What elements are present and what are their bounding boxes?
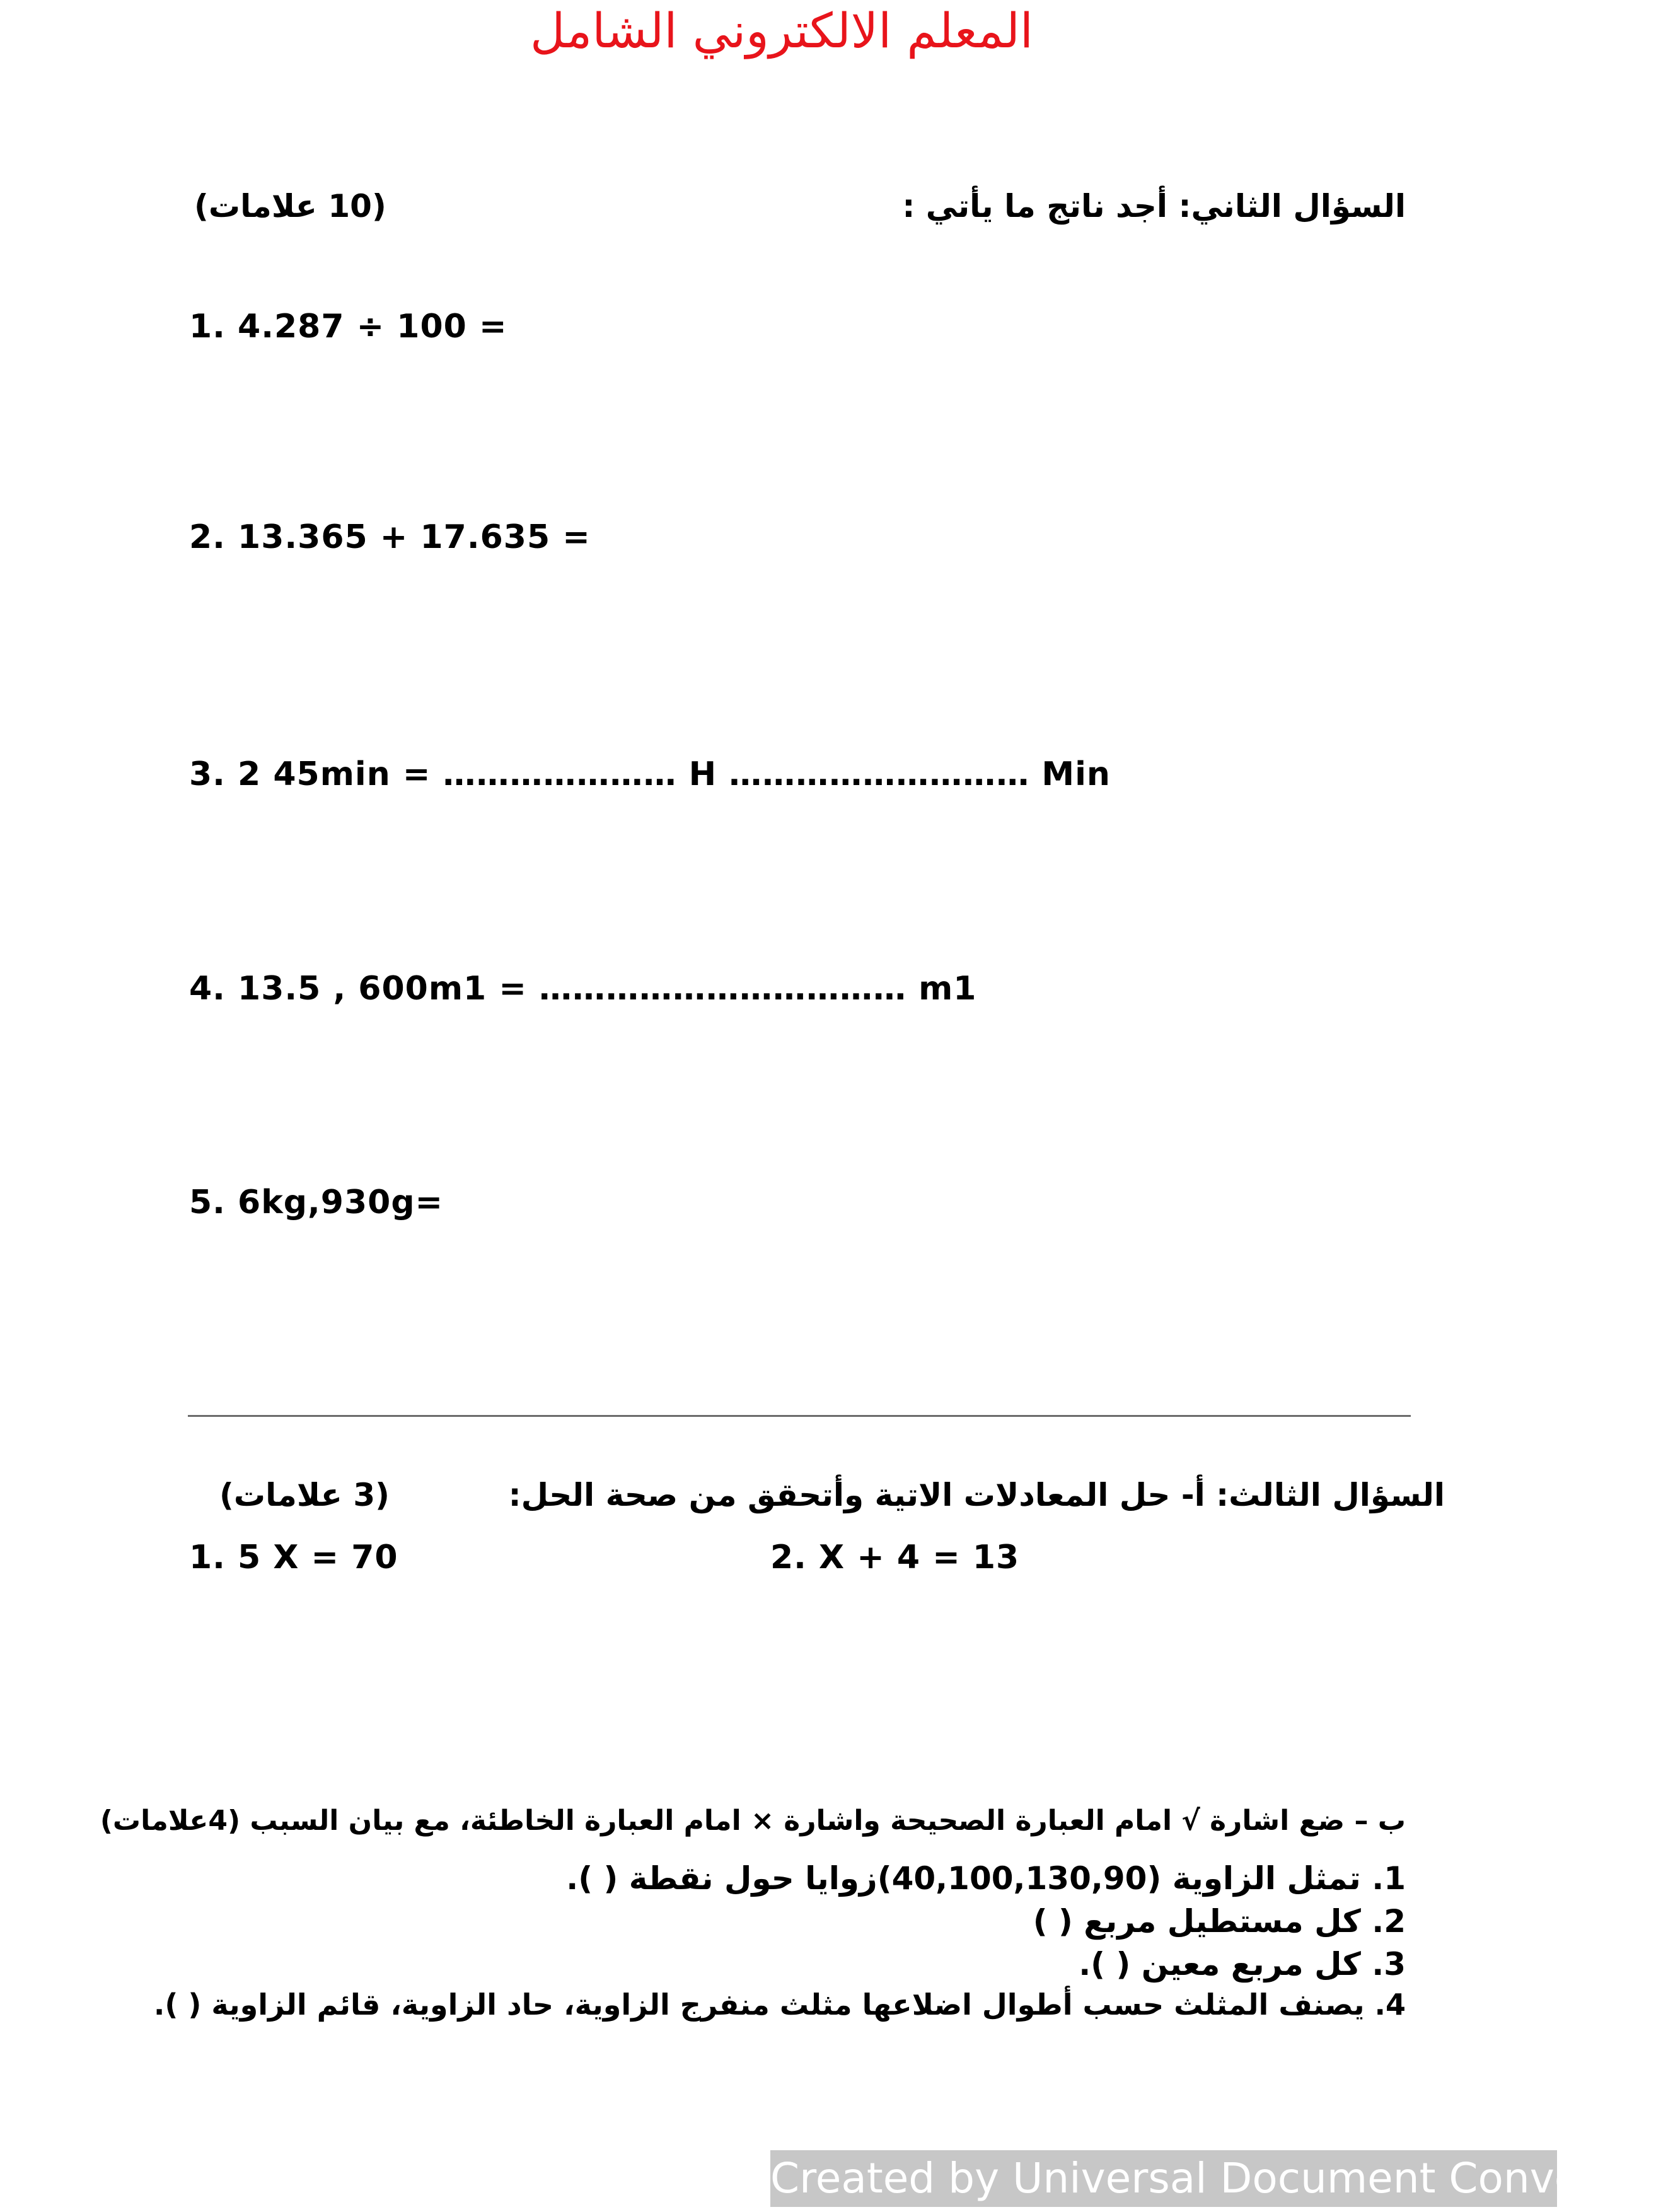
problem-2: 2. 13.365 + 17.635 = (189, 518, 591, 556)
question3-heading: السؤال الثالث: أ- حل المعادلات الاتية وأتحقق من صحة الحل: (508, 1477, 1445, 1513)
page-title: المعلم الالكتروني الشامل (530, 3, 1034, 59)
statement-4: 4. يصنف المثلث حسب أطوال اضلاعها مثلث منفرج الزاوية، حاد الزاوية، قائم الزاوية ( ). (153, 1988, 1406, 2022)
problem-4: 4. 13.5 , 600m1 = …………………………… m1 (189, 970, 977, 1008)
problem-5: 5. 6kg,930g= (189, 1184, 444, 1221)
question2-heading: السؤال الثاني: أجد ناتج ما يأتي : (902, 188, 1406, 224)
equation-1: 1. 5 X = 70 (189, 1539, 398, 1576)
part-b-heading: ب – ضع اشارة √ امام العبارة الصحيحة واشارة × امام العبارة الخاطئة، مع بيان السبب (4علامات) (100, 1805, 1406, 1837)
converter-watermark: Created by Universal Document Converter (770, 2150, 1557, 2207)
statement-2: 2. كل مستطيل مربع ( ) (1033, 1903, 1406, 1940)
statement-3: 3. كل مربع معين ( ). (1079, 1946, 1406, 1982)
problem-1: 1. 4.287 ÷ 100 = (189, 308, 507, 346)
problem-3: 3. 2 45min = ………………… H ……………………… Min (189, 755, 1111, 793)
statement-1: 1. تمثل الزاوية (40,100,130,90)زوايا حول نقطة ( ). (566, 1860, 1406, 1897)
question2-marks: (10 علامات) (194, 188, 386, 224)
equation-2: 2. X + 4 = 13 (770, 1539, 1020, 1576)
question3-marks: (3 علامات) (219, 1477, 390, 1513)
section-divider (188, 1415, 1411, 1417)
